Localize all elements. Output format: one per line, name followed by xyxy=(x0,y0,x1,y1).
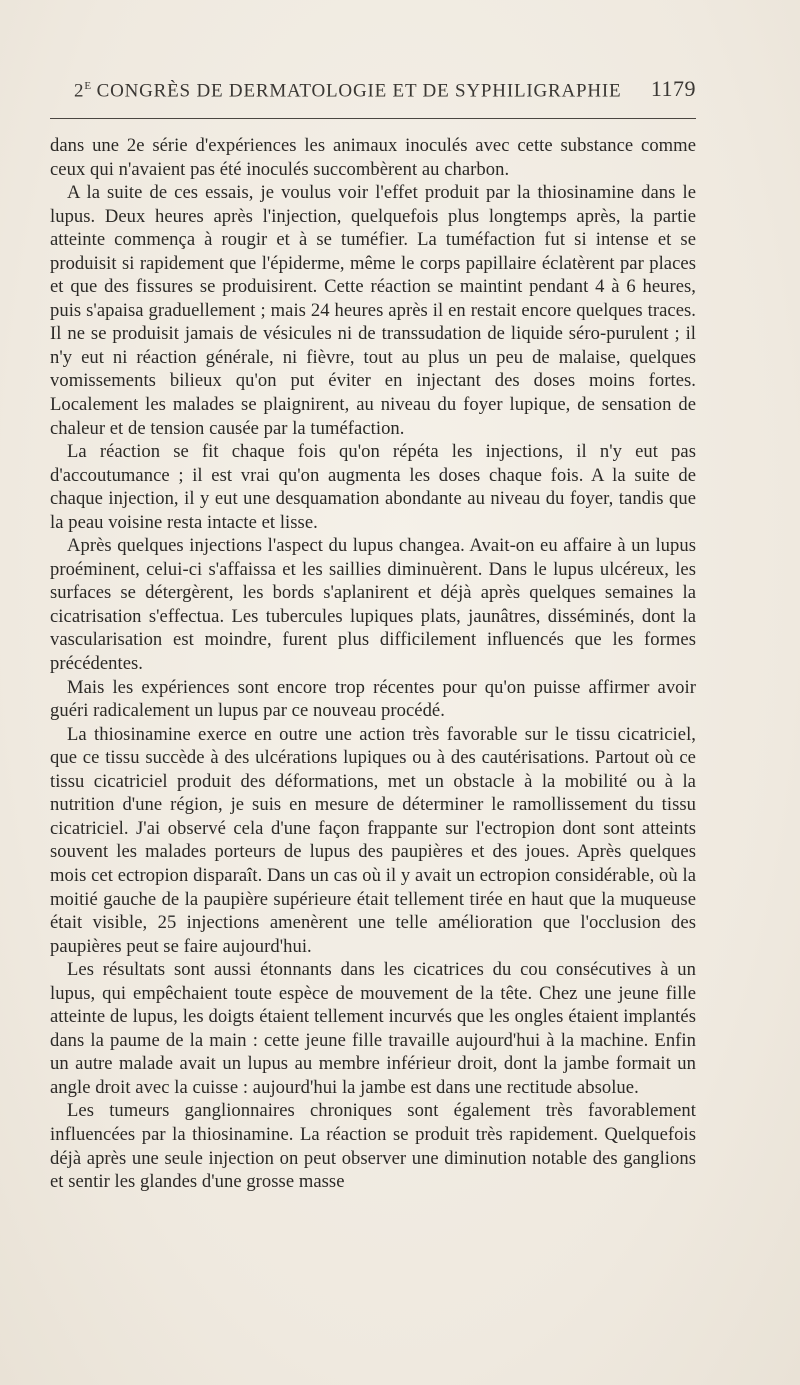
paragraph: Après quelques injections l'aspect du lupus changea. Avait-on eu affaire à un lupus proéminent, celui-ci s'affaissa et les saillies diminuèrent. Dans le lupus ulcéreux, les surfaces se détergèrent, les bords s'aplanirent et déjà après quelques semaines la cicatrisation s'effectua. Les tubercules lupiques plats, jaunâtres, disséminés, dont la vascularisation est moindre, furent plus difficilement influencés que les formes précédentes. xyxy=(50,535,696,675)
header-rule xyxy=(50,118,696,119)
body-text xyxy=(50,134,696,1194)
header-title xyxy=(74,80,621,102)
paragraph: Les tumeurs ganglionnaires chroniques sont également très favorablement influencées par la thiosinamine. La réaction se produit très rapidement. Quelquefois déjà après une seule injection on peut observer une diminution notable des ganglions et sentir les glandes d'une grosse masse xyxy=(50,1100,696,1193)
paragraph: La thiosinamine exerce en outre une action très favorable sur le tissu cicatriciel, que ce tissu succède à des ulcérations lupiques ou à des cautérisations. Partout où ce tissu cicatriciel produit des déformations, met un obstacle à la mobilité ou à la nutrition d'une région, je suis en mesure de déterminer le ramollissement du tissu cicatriciel. J'ai observé cela d'une façon frappante sur l'ectropion dont sont atteints souvent les malades porteurs de lupus des paupières et des joues. Après quelques mois cet ectropion disparaît. Dans un cas où il y avait un ectropion considérable, où la moitié gauche de la paupière supérieure était tellement tirée en haut que la muqueuse était visible, 25 injections amenèrent une telle amélioration que l'occlusion des paupières peut se faire aujourd'hui. xyxy=(50,723,696,957)
running-header xyxy=(74,76,696,102)
paragraph: dans une 2e série d'expériences les animaux inoculés avec cette substance comme ceux qui n'avaient pas été inoculés succombèrent au charbon. xyxy=(50,135,696,180)
page-number: 1179 xyxy=(650,76,696,101)
paragraph: Les résultats sont aussi étonnants dans les cicatrices du cou consécutives à un lupus, qui empêchaient toute espèce de mouvement de la tête. Chez une jeune fille atteinte de lupus, les doigts étaient tellement incurvés que les ongles étaient implantés dans la paume de la main : cette jeune fille travaille aujourd'hui à la machine. Enfin un autre malade avait un lupus au membre inférieur droit, dont la jambe formait un angle droit avec la cuisse : aujourd'hui la jambe est dans une rectitude absolue. xyxy=(50,959,696,1098)
header-title-text: CONGRÈS DE DERMATOLOGIE ET DE SYPHILIGRAPHIE xyxy=(96,80,622,101)
paragraph: A la suite de ces essais, je voulus voir l'effet produit par la thiosinamine dans le lupus. Deux heures après l'injection, quelquefois plus longtemps après, la partie atteinte commença à rougir et à se tuméfier. La tuméfaction fut si intense et se produisit si rapidement que l'épiderme, même le corps papillaire éclatèrent par places et que des fissures se produisirent. Cette réaction se maintint pendant 4 à 6 heures, puis s'apaisa graduellement ; mais 24 heures après il en restait encore quelques traces. Il ne se produisit jamais de vésicules ni de transsudation de liquide séro-purulent ; il n'y eut ni réaction générale, ni fièvre, tout au plus un peu de malaise, quelques vomissements bilieux qu'on put éviter en injectant des doses moins fortes. Localement les malades se plaignirent, au niveau du foyer lupique, de sensation de chaleur et de tension causée par la tuméfaction. xyxy=(50,182,696,439)
header-ordinal: 2 xyxy=(74,80,85,101)
paragraph: Mais les expériences sont encore trop récentes pour qu'on puisse affirmer avoir guéri radicalement un lupus par ce nouveau procédé. xyxy=(50,676,696,722)
paragraph: La réaction se fit chaque fois qu'on répéta les injections, il n'y eut pas d'accoutumance ; il est vrai qu'on augmenta les doses chaque fois. A la suite de chaque injection, il y eut une desquamation abondante au niveau du foyer, tandis que la peau voisine resta intacte et lisse. xyxy=(50,441,696,533)
header-ordinal-suffix: E xyxy=(84,79,92,92)
